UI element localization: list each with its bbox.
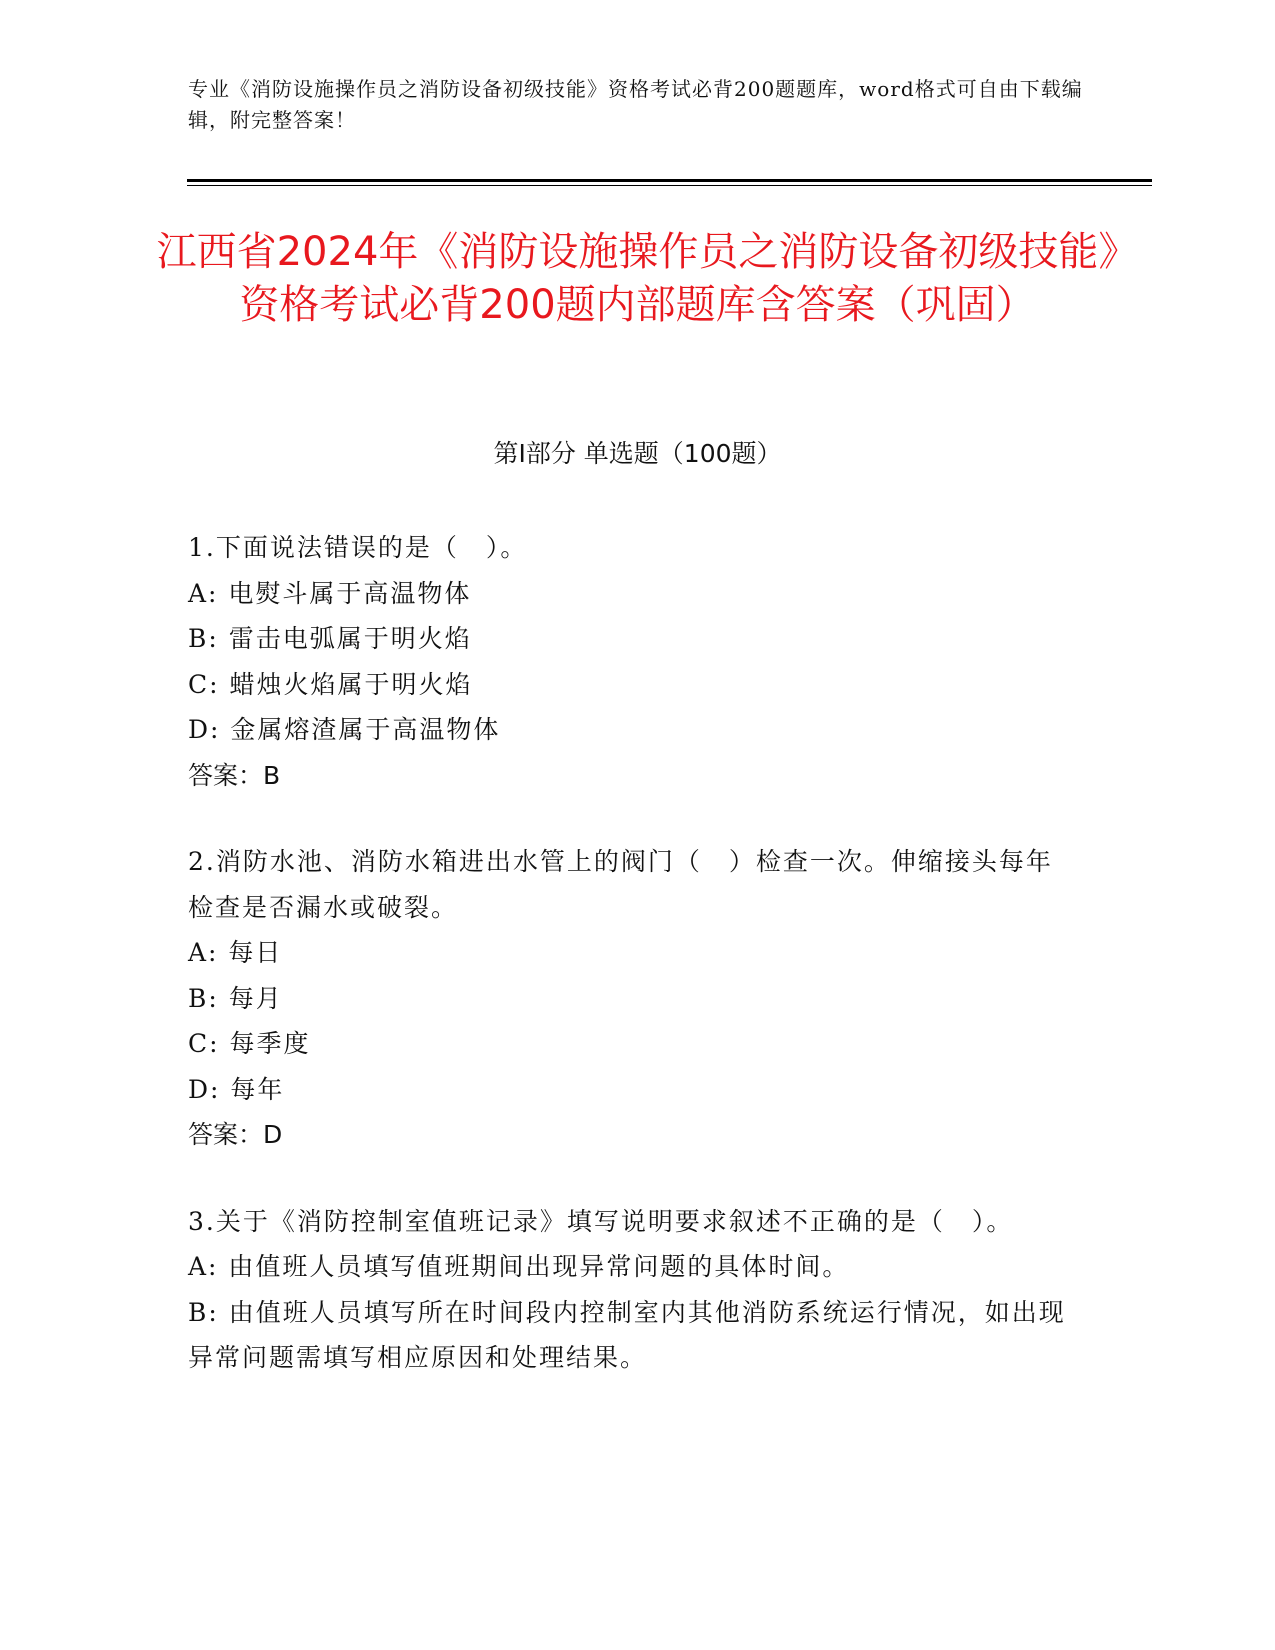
answer: 答案：D: [188, 1120, 283, 1149]
option-a: A: 由值班人员填写值班期间出现异常问题的具体时间。: [188, 1252, 850, 1281]
option-a: A: 每日: [188, 938, 283, 967]
option-b: B: 雷击电弧属于明火焰: [188, 624, 472, 653]
option-d: D: 金属熔渣属于高温物体: [188, 715, 501, 744]
question-stem: 1.下面说法错误的是（ ）。: [188, 533, 528, 562]
option-a: A: 电熨斗属于高温物体: [188, 578, 472, 608]
option-d: D: 每年: [188, 1074, 285, 1104]
header-divider-thick: [187, 179, 1152, 182]
answer: 答案：B: [188, 760, 281, 790]
header-divider-thin: [187, 185, 1152, 186]
document-title: 江西省2024年《消防设施操作员之消防设备初级技能》资格考试必背200题内部题库含答案（巩固）: [156, 229, 1119, 328]
question-list: [188, 525, 1078, 1422]
question-2: [188, 839, 1078, 1158]
question-stem: 2.消防水池、消防水箱进出水管上的阀门（ ）检查一次。伸缩接头每年检查是否漏水或破裂。: [188, 847, 1053, 922]
header-note: 专业《消防设施操作员之消防设备初级技能》资格考试必背200题题库，word格式可自由下载编辑，附完整答案！: [188, 77, 1083, 132]
option-b: B: 每月: [188, 983, 283, 1013]
section-title: 第Ⅰ部分 单选题（100题）: [493, 439, 782, 468]
option-c: C: 每季度: [188, 1029, 311, 1058]
option-b: B: 由值班人员填写所在时间段内控制室内其他消防系统运行情况，如出现异常问题需填写相应原因和处理结果。: [188, 1297, 1066, 1372]
option-c: C: 蜡烛火焰属于明火焰: [188, 669, 473, 699]
question-1: [188, 525, 1078, 798]
question-stem: 3.关于《消防控制室值班记录》填写说明要求叙述不正确的是（ ）。: [188, 1206, 1014, 1236]
question-3: [188, 1199, 1078, 1381]
